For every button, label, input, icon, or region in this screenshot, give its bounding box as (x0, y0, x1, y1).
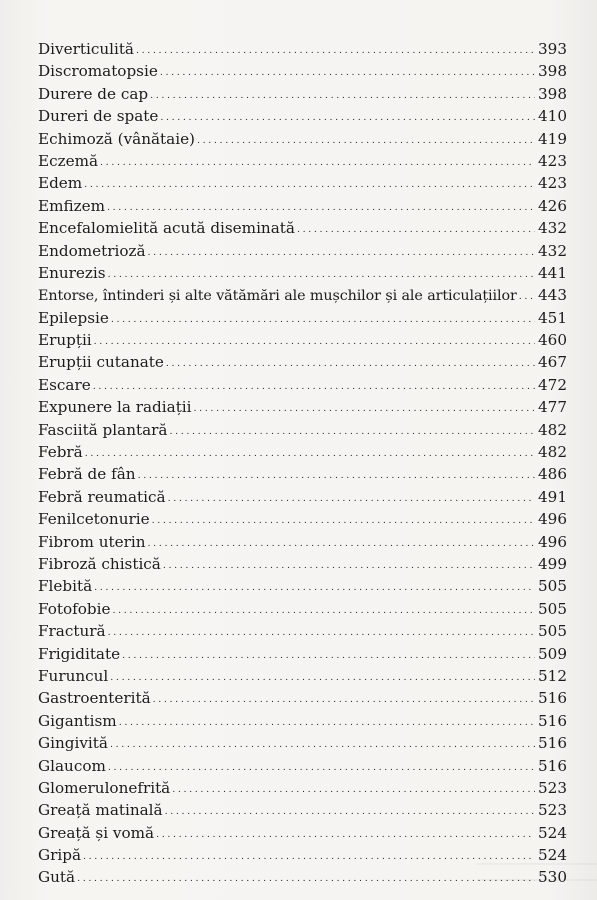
toc-entry-label: Emfizem (38, 196, 106, 215)
toc-entry-page: 432 (538, 219, 567, 238)
toc-entry-page: 398 (538, 62, 567, 81)
dot-leader (519, 286, 535, 308)
toc-entry-label: Furuncul (38, 666, 109, 685)
toc-entry-page: 512 (538, 666, 567, 685)
toc-entry (38, 463, 567, 485)
toc-entry-label: Eczemă (38, 151, 99, 170)
toc-entry-label: Gută (38, 868, 76, 887)
dot-leader (166, 353, 535, 375)
toc-entry-page: 443 (538, 286, 567, 305)
toc-entry (38, 195, 567, 217)
table-of-contents (38, 38, 567, 889)
toc-entry-page: 460 (538, 331, 567, 350)
toc-entry-page: 482 (538, 443, 567, 462)
toc-entry-page: 516 (538, 689, 567, 708)
toc-entry (38, 777, 567, 799)
toc-entry (38, 217, 567, 239)
toc-entry-label: Fractură (38, 622, 106, 641)
toc-entry-page: 426 (538, 196, 567, 215)
toc-entry (38, 799, 567, 821)
toc-entry (38, 553, 567, 575)
toc-entry-page: 516 (538, 734, 567, 753)
toc-entry (38, 83, 567, 105)
toc-entry (38, 284, 567, 306)
toc-entry (38, 732, 567, 754)
dot-leader (148, 533, 535, 555)
dot-leader (194, 398, 535, 420)
dot-leader (150, 85, 535, 107)
toc-entry (38, 38, 567, 60)
toc-entry-page: 477 (538, 398, 567, 417)
toc-entry-page: 524 (538, 823, 567, 842)
toc-entry (38, 374, 567, 396)
toc-entry-page: 393 (538, 40, 567, 58)
toc-entry (38, 575, 567, 597)
toc-entry-page: 491 (538, 487, 567, 506)
toc-entry (38, 262, 567, 284)
toc-entry-page: 441 (538, 263, 567, 282)
dot-leader (148, 242, 535, 264)
dot-leader (169, 421, 535, 443)
toc-entry-page: 523 (538, 778, 567, 797)
dot-leader (83, 846, 535, 868)
dot-leader (108, 622, 535, 644)
toc-entry (38, 419, 567, 441)
dot-leader (172, 779, 535, 801)
toc-entry-label: Durere de cap (38, 84, 149, 103)
toc-entry (38, 508, 567, 530)
toc-entry-page: 505 (538, 577, 567, 596)
dot-leader (77, 868, 535, 890)
toc-entry-page: 496 (538, 510, 567, 529)
dot-leader (94, 331, 535, 353)
toc-entry-label: Fotofobie (38, 599, 111, 618)
toc-entry-page: 499 (538, 554, 567, 573)
toc-entry-page: 530 (538, 868, 567, 887)
toc-entry-page: 505 (538, 622, 567, 641)
dot-leader (165, 801, 535, 823)
toc-entry-label: Greață matinală (38, 801, 163, 820)
toc-entry-label: Encefalomielită acută diseminată (38, 219, 295, 238)
toc-entry-label: Erupții (38, 331, 92, 350)
toc-entry-label: Febră (38, 443, 83, 462)
dot-leader (197, 130, 535, 152)
toc-entry-label: Epilepsie (38, 308, 109, 327)
toc-entry-label: Expunere la radiații (38, 398, 192, 417)
toc-entry (38, 128, 567, 150)
toc-entry-label: Endometrioză (38, 241, 146, 260)
toc-entry-label: Erupții cutanate (38, 353, 164, 372)
toc-entry-label: Edem (38, 174, 83, 193)
toc-entry (38, 105, 567, 127)
toc-entry-label: Gigantism (38, 711, 117, 730)
dot-leader (163, 555, 535, 577)
toc-entry-label: Frigiditate (38, 644, 121, 663)
toc-entry-page: 523 (538, 801, 567, 820)
dot-leader (84, 174, 535, 196)
dot-leader (153, 689, 535, 711)
dot-leader (108, 264, 535, 286)
toc-entry (38, 240, 567, 262)
toc-entry (38, 710, 567, 732)
toc-entry-label: Febră reumatică (38, 487, 166, 506)
toc-entry-page: 419 (538, 129, 567, 148)
toc-entry-page: 516 (538, 756, 567, 775)
dot-leader (100, 152, 535, 174)
toc-entry (38, 687, 567, 709)
toc-entry-label: Escare (38, 375, 91, 394)
toc-entry (38, 396, 567, 418)
toc-entry-label: Fasciită plantară (38, 420, 168, 439)
toc-entry (38, 60, 567, 82)
toc-entry-page: 410 (538, 107, 567, 126)
toc-entry-label: Gripă (38, 846, 82, 865)
dot-leader (85, 443, 535, 465)
toc-entry (38, 755, 567, 777)
toc-entry (38, 351, 567, 373)
dot-leader (160, 107, 535, 129)
toc-entry-page: 509 (538, 644, 567, 663)
dot-leader (110, 667, 535, 689)
toc-entry-label: Entorse, întinderi și alte vătămări ale mușchilor și ale articulațiilor (38, 288, 517, 305)
toc-entry-label: Enurezis (38, 263, 106, 282)
toc-entry-label: Glomerulonefrită (38, 778, 171, 797)
toc-entry-page: 516 (538, 711, 567, 730)
toc-entry-page: 496 (538, 532, 567, 551)
toc-entry-page: 398 (538, 84, 567, 103)
toc-entry-label: Gastroenterită (38, 689, 151, 708)
toc-entry-page: 482 (538, 420, 567, 439)
dot-leader (93, 376, 535, 398)
dot-leader (152, 510, 535, 532)
toc-entry (38, 822, 567, 844)
toc-entry (38, 329, 567, 351)
dot-leader (112, 600, 535, 622)
toc-entry-label: Fibrom uterin (38, 532, 146, 551)
toc-entry-page: 486 (538, 465, 567, 484)
toc-entry-page: 423 (538, 151, 567, 170)
toc-entry (38, 665, 567, 687)
toc-entry-label: Fenilcetonurie (38, 510, 150, 529)
dot-leader (111, 309, 535, 331)
toc-entry-page: 423 (538, 174, 567, 193)
toc-entry (38, 441, 567, 463)
dot-leader (138, 465, 535, 487)
toc-entry-page: 451 (538, 308, 567, 327)
toc-entry (38, 866, 567, 888)
toc-entry-label: Flebită (38, 577, 93, 596)
toc-entry-page: 524 (538, 846, 567, 865)
toc-entry-label: Fibroză chistică (38, 554, 161, 573)
toc-entry-page: 505 (538, 599, 567, 618)
toc-entry-label: Glaucom (38, 756, 106, 775)
toc-entry-label: Gingivită (38, 734, 108, 753)
toc-entry (38, 172, 567, 194)
toc-entry (38, 307, 567, 329)
toc-entry-page: 472 (538, 375, 567, 394)
toc-entry-label: Echimoză (vânătaie) (38, 129, 195, 148)
toc-entry-label: Discromatopsie (38, 62, 158, 81)
dot-leader (136, 40, 535, 62)
dot-leader (156, 824, 535, 846)
dot-leader (108, 757, 535, 779)
dot-leader (122, 645, 535, 667)
toc-entry-label: Greață și vomă (38, 823, 155, 842)
dot-leader (107, 197, 535, 219)
toc-entry (38, 643, 567, 665)
dot-leader (110, 734, 535, 756)
toc-entry (38, 598, 567, 620)
dot-leader (160, 62, 535, 84)
dot-leader (297, 219, 535, 241)
toc-entry-label: Diverticulită (38, 40, 134, 58)
dot-leader (94, 577, 535, 599)
toc-entry (38, 486, 567, 508)
toc-entry (38, 531, 567, 553)
toc-entry (38, 844, 567, 866)
toc-entry-page: 432 (538, 241, 567, 260)
toc-entry-label: Dureri de spate (38, 107, 159, 126)
dot-leader (119, 712, 535, 734)
dot-leader (168, 488, 535, 510)
toc-entry (38, 620, 567, 642)
toc-entry-page: 467 (538, 353, 567, 372)
toc-entry-label: Febră de fân (38, 465, 136, 484)
toc-entry (38, 150, 567, 172)
